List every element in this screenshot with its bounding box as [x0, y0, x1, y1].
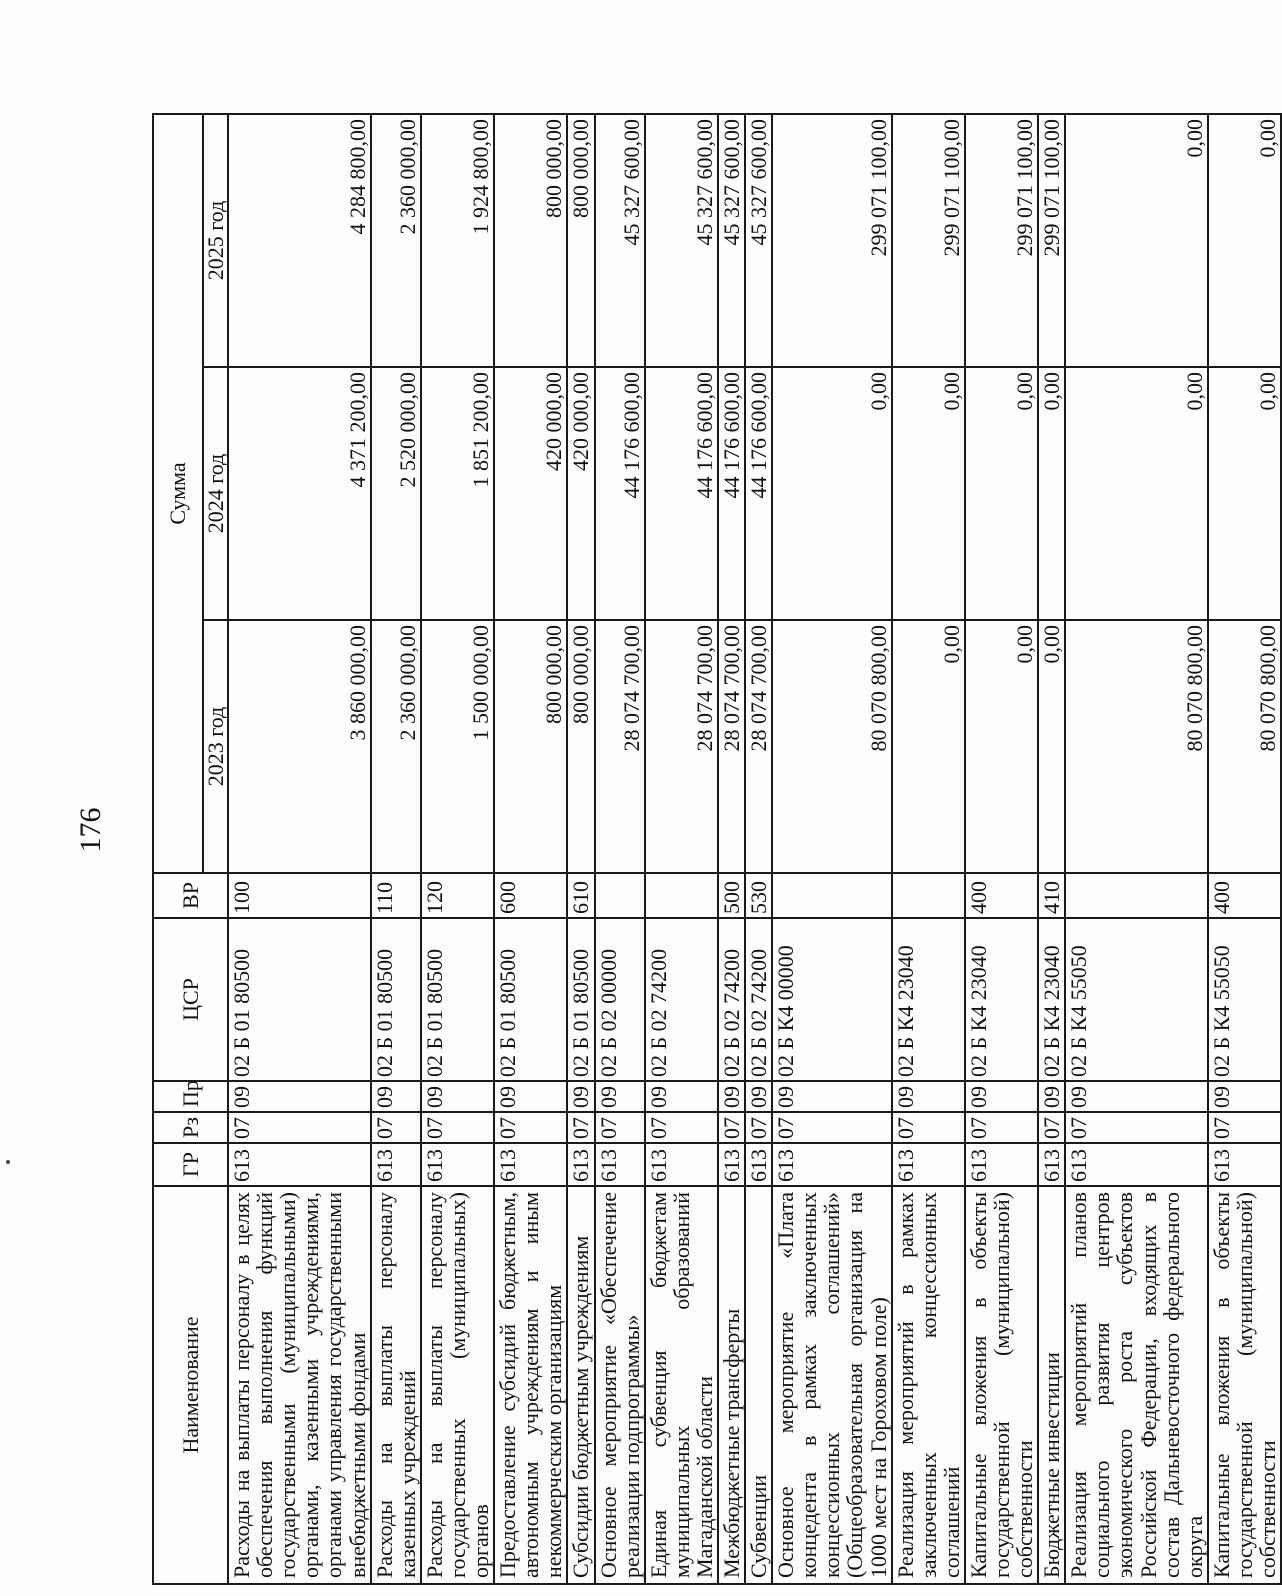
amount-2023-cell: 80 070 800,00: [772, 620, 891, 873]
rz-cell: 07: [645, 1112, 718, 1143]
amount-2025-cell: 45 327 600,00: [745, 114, 772, 367]
header-gr: ГР: [153, 1143, 228, 1186]
vr-cell: [645, 873, 718, 918]
pr-cell: 09: [772, 1081, 891, 1112]
header-2025: 2025 год: [203, 114, 228, 367]
amount-2023-cell: 1 500 000,00: [421, 620, 494, 873]
table-row: [494, 114, 567, 1584]
pr-cell: 09: [421, 1081, 494, 1112]
amount-2025-cell: 800 000,00: [494, 114, 567, 367]
table-row: [892, 114, 965, 1584]
gr-cell: 613: [371, 1143, 421, 1186]
amount-2023-cell: 800 000,00: [494, 620, 567, 873]
amount-2024-cell: 44 176 600,00: [595, 367, 645, 620]
amount-2025-cell: 45 327 600,00: [645, 114, 718, 367]
amount-2025-cell: 299 071 100,00: [965, 114, 1038, 367]
vr-cell: 600: [494, 873, 567, 918]
name-cell: Расходы на выплаты персоналу в целях обеспечения выполнения функций государственными (муниципальными) органами, казенными учреждениями, органами управления государственными внебюджетными фондами: [228, 1186, 371, 1584]
rz-cell: 07: [494, 1112, 567, 1143]
amount-2025-cell: 299 071 100,00: [772, 114, 891, 367]
csr-cell: 02 Б 01 80500: [494, 918, 567, 1081]
gr-cell: 613: [772, 1143, 891, 1186]
vr-cell: 400: [965, 873, 1038, 918]
amount-2024-cell: 420 000,00: [567, 367, 594, 620]
rz-cell: 07: [595, 1112, 645, 1143]
vr-cell: 530: [745, 873, 772, 918]
vr-cell: [892, 873, 965, 918]
header-2024: 2024 год: [203, 367, 228, 620]
table-row: [718, 114, 745, 1584]
amount-2023-cell: 28 074 700,00: [595, 620, 645, 873]
table-row: [1065, 114, 1208, 1584]
csr-cell: 02 Б 01 80500: [228, 918, 371, 1081]
csr-cell: 02 Б 02 74200: [645, 918, 718, 1081]
pr-cell: 09: [718, 1081, 745, 1112]
amount-2023-cell: 80 070 800,00: [1208, 620, 1281, 873]
amount-2023-cell: 3 860 000,00: [228, 620, 371, 873]
header-vr: ВР: [153, 873, 228, 918]
csr-cell: 02 Б 02 74200: [718, 918, 745, 1081]
amount-2023-cell: 2 360 000,00: [371, 620, 421, 873]
table-row: [645, 114, 718, 1584]
vr-cell: 500: [718, 873, 745, 918]
vr-cell: 110: [371, 873, 421, 918]
vr-cell: [1065, 873, 1208, 918]
pr-cell: 09: [1065, 1081, 1208, 1112]
gr-cell: 613: [567, 1143, 594, 1186]
name-cell: Предоставление субсидий бюджетным, автономным учреждениям и иным некоммерческим организациям: [494, 1186, 567, 1584]
name-cell: Капитальные вложения в объекты государственной (муниципальной) собственности: [965, 1186, 1038, 1584]
pr-cell: 09: [892, 1081, 965, 1112]
header-sum: Сумма: [153, 114, 203, 873]
header-name: Наименование: [153, 1186, 228, 1584]
amount-2023-cell: 0,00: [892, 620, 965, 873]
amount-2024-cell: 0,00: [965, 367, 1038, 620]
vr-cell: 120: [421, 873, 494, 918]
amount-2024-cell: 0,00: [892, 367, 965, 620]
amount-2023-cell: 0,00: [1038, 620, 1065, 873]
csr-cell: 02 Б 01 80500: [421, 918, 494, 1081]
name-cell: Реализация мероприятий планов социального развития центров экономического роста субъектов Российской Федерации, входящих в состав Дальневосточного федерального округа: [1065, 1186, 1208, 1584]
gr-cell: 613: [595, 1143, 645, 1186]
rz-cell: 07: [772, 1112, 891, 1143]
amount-2024-cell: 420 000,00: [494, 367, 567, 620]
amount-2023-cell: 28 074 700,00: [745, 620, 772, 873]
name-cell: Расходы на выплаты персоналу казенных учреждений: [371, 1186, 421, 1584]
name-cell: Основное мероприятие «Обеспечение реализации подпрограммы»: [595, 1186, 645, 1584]
name-cell: Единая субвенция бюджетам муниципальных образований Магаданской области: [645, 1186, 718, 1584]
amount-2024-cell: 44 176 600,00: [745, 367, 772, 620]
csr-cell: 02 Б К4 23040: [892, 918, 965, 1081]
csr-cell: 02 Б 02 74200: [745, 918, 772, 1081]
vr-cell: 400: [1208, 873, 1281, 918]
amount-2023-cell: 800 000,00: [567, 620, 594, 873]
pr-cell: 09: [965, 1081, 1038, 1112]
pr-cell: 09: [371, 1081, 421, 1112]
pr-cell: 09: [228, 1081, 371, 1112]
table-row: [772, 114, 891, 1584]
vr-cell: 100: [228, 873, 371, 918]
header-rz: Рз: [153, 1112, 228, 1143]
vr-cell: [772, 873, 891, 918]
pr-cell: 09: [595, 1081, 645, 1112]
amount-2025-cell: 1 924 800,00: [421, 114, 494, 367]
rz-cell: 07: [228, 1112, 371, 1143]
table-row: [228, 114, 371, 1584]
amount-2024-cell: 0,00: [772, 367, 891, 620]
amount-2025-cell: 0,00: [1065, 114, 1208, 367]
rz-cell: 07: [1065, 1112, 1208, 1143]
csr-cell: 02 Б К4 23040: [965, 918, 1038, 1081]
amount-2025-cell: 45 327 600,00: [595, 114, 645, 367]
gr-cell: 613: [1038, 1143, 1065, 1186]
gr-cell: 613: [965, 1143, 1038, 1186]
table-row: [1208, 114, 1281, 1584]
amount-2024-cell: 1 851 200,00: [421, 367, 494, 620]
vr-cell: 610: [567, 873, 594, 918]
gr-cell: 613: [745, 1143, 772, 1186]
amount-2024-cell: 4 371 200,00: [228, 367, 371, 620]
amount-2024-cell: 2 520 000,00: [371, 367, 421, 620]
amount-2024-cell: 0,00: [1065, 367, 1208, 620]
rz-cell: 07: [892, 1112, 965, 1143]
header-pr: Пр: [153, 1081, 228, 1112]
vr-cell: [595, 873, 645, 918]
pr-cell: 09: [645, 1081, 718, 1112]
csr-cell: 02 Б 02 00000: [595, 918, 645, 1081]
amount-2023-cell: 28 074 700,00: [645, 620, 718, 873]
gr-cell: 613: [228, 1143, 371, 1186]
name-cell: Субвенции: [745, 1186, 772, 1584]
amount-2025-cell: 45 327 600,00: [718, 114, 745, 367]
csr-cell: 02 Б К4 55050: [1065, 918, 1208, 1081]
pr-cell: 09: [494, 1081, 567, 1112]
pr-cell: 09: [745, 1081, 772, 1112]
pr-cell: 09: [1038, 1081, 1065, 1112]
scan-speck: [6, 1160, 10, 1164]
gr-cell: 613: [421, 1143, 494, 1186]
amount-2025-cell: 800 000,00: [567, 114, 594, 367]
amount-2025-cell: 4 284 800,00: [228, 114, 371, 367]
gr-cell: 613: [645, 1143, 718, 1186]
rz-cell: 07: [1208, 1112, 1281, 1143]
name-cell: Расходы на выплаты персоналу государственных (муниципальных) органов: [421, 1186, 494, 1584]
vr-cell: 410: [1038, 873, 1065, 918]
pr-cell: 09: [567, 1081, 594, 1112]
rz-cell: 07: [567, 1112, 594, 1143]
gr-cell: 613: [1208, 1143, 1281, 1186]
csr-cell: 02 Б К4 55050: [1208, 918, 1281, 1081]
amount-2024-cell: 0,00: [1038, 367, 1065, 620]
rz-cell: 07: [371, 1112, 421, 1143]
header-csr: ЦСР: [153, 918, 228, 1081]
table-body: [228, 114, 1281, 1584]
amount-2023-cell: 0,00: [965, 620, 1038, 873]
table-row: [1038, 114, 1065, 1584]
amount-2025-cell: 299 071 100,00: [892, 114, 965, 367]
header-2023: 2023 год: [203, 620, 228, 873]
gr-cell: 613: [1065, 1143, 1208, 1186]
pr-cell: 09: [1208, 1081, 1281, 1112]
page-number: 176: [74, 807, 107, 853]
budget-table: [152, 113, 1282, 1585]
name-cell: Субсидии бюджетным учреждениям: [567, 1186, 594, 1584]
rz-cell: 07: [1038, 1112, 1065, 1143]
name-cell: Бюджетные инвестиции: [1038, 1186, 1065, 1584]
csr-cell: 02 Б К4 00000: [772, 918, 891, 1081]
rz-cell: 07: [745, 1112, 772, 1143]
amount-2025-cell: 299 071 100,00: [1038, 114, 1065, 367]
rotated-page-content: [152, 115, 1281, 1585]
csr-cell: 02 Б 01 80500: [567, 918, 594, 1081]
csr-cell: 02 Б К4 23040: [1038, 918, 1065, 1081]
gr-cell: 613: [718, 1143, 745, 1186]
table-row: [421, 114, 494, 1584]
amount-2025-cell: 0,00: [1208, 114, 1281, 367]
gr-cell: 613: [494, 1143, 567, 1186]
name-cell: Основное мероприятие «Плата концедента в рамках заключенных концессионных соглашений» (Общеобразовательная организация на 1000 мест на Гороховом поле): [772, 1186, 891, 1584]
amount-2023-cell: 28 074 700,00: [718, 620, 745, 873]
table-row: [567, 114, 594, 1584]
amount-2025-cell: 2 360 000,00: [371, 114, 421, 367]
amount-2024-cell: 0,00: [1208, 367, 1281, 620]
table-row: [965, 114, 1038, 1584]
name-cell: Реализация мероприятий в рамках заключенных концессионных соглашений: [892, 1186, 965, 1584]
gr-cell: 613: [892, 1143, 965, 1186]
amount-2024-cell: 44 176 600,00: [718, 367, 745, 620]
csr-cell: 02 Б 01 80500: [371, 918, 421, 1081]
table-row: [595, 114, 645, 1584]
rz-cell: 07: [718, 1112, 745, 1143]
name-cell: Капитальные вложения в объекты государственной (муниципальной) собственности: [1208, 1186, 1281, 1584]
rz-cell: 07: [965, 1112, 1038, 1143]
amount-2023-cell: 80 070 800,00: [1065, 620, 1208, 873]
name-cell: Межбюджетные трансферты: [718, 1186, 745, 1584]
amount-2024-cell: 44 176 600,00: [645, 367, 718, 620]
rz-cell: 07: [421, 1112, 494, 1143]
table-row: [371, 114, 421, 1584]
table-row: [745, 114, 772, 1584]
